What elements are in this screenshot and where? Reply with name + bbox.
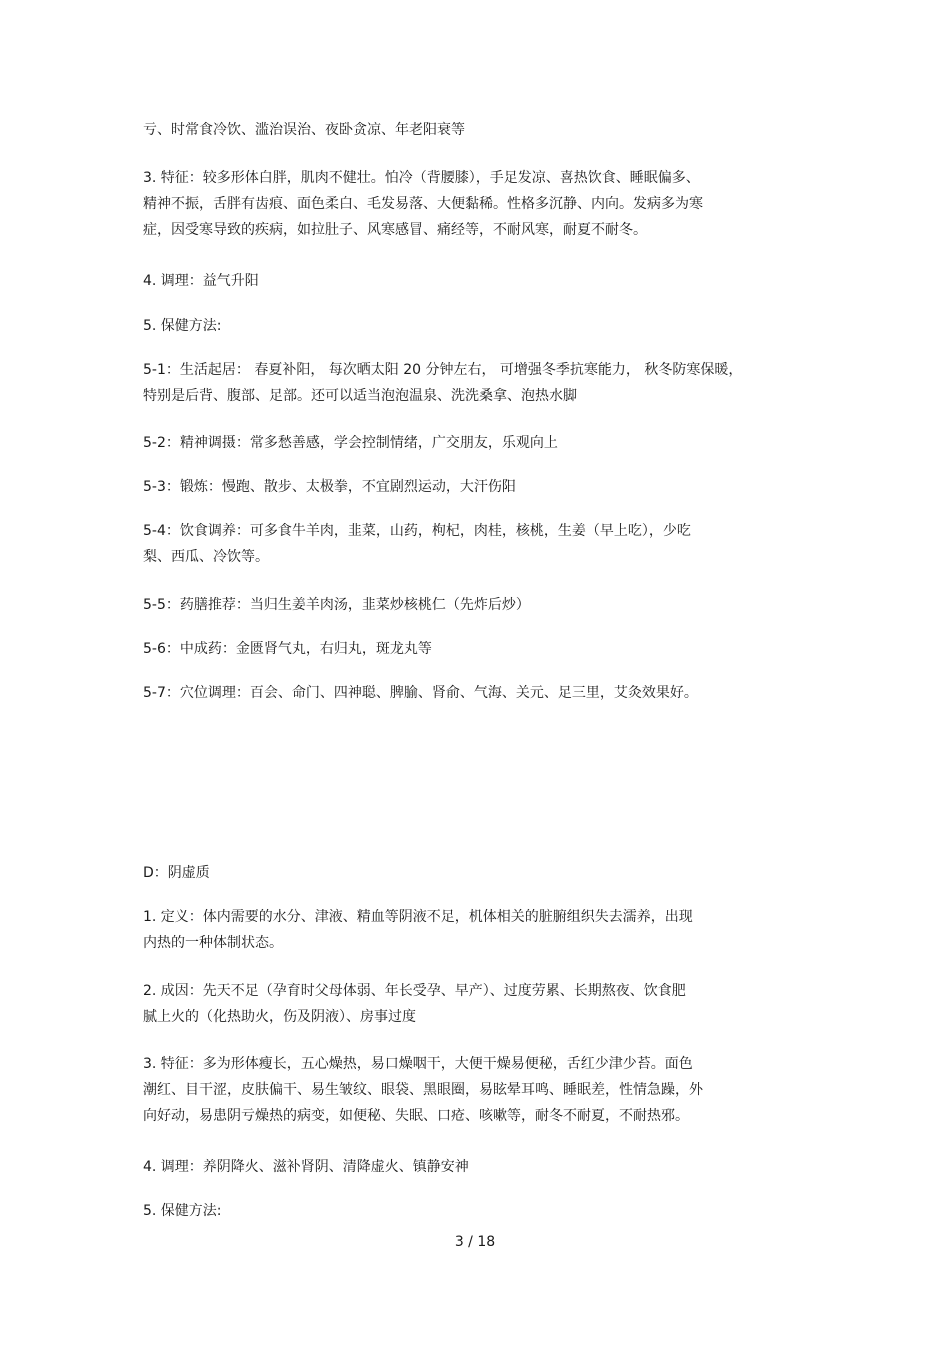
text-line: 5-4：饮食调养：可多食牛羊肉，韭菜，山药，枸杞，肉桂，核桃，生姜（早上吃），少吃 bbox=[143, 523, 691, 539]
text-line: 5. 保健方法: bbox=[143, 318, 222, 334]
text-line: 5-5：药膳推荐：当归生姜羊肉汤，韭菜炒核桃仁（先炸后炒） bbox=[143, 597, 530, 613]
care-heading bbox=[143, 313, 808, 339]
care-5-5-paragraph bbox=[143, 592, 808, 618]
text-line: 2. 成因：先天不足（孕育时父母体弱、年长受孕、早产）、过度劳累、长期熬夜、饮食肥 bbox=[143, 983, 686, 999]
care-5-4-paragraph bbox=[143, 518, 808, 570]
care-5-7-paragraph bbox=[143, 680, 808, 706]
cause-tail-paragraph bbox=[143, 117, 808, 143]
conditioning-paragraph bbox=[143, 268, 808, 294]
text-line: 亏、时常食冷饮、滥治误治、夜卧贪凉、年老阳衰等 bbox=[143, 122, 465, 138]
text-line: 3. 特征：多为形体瘦长，五心燥热，易口燥咽干，大便干燥易便秘，舌红少津少苔。面色 bbox=[143, 1056, 693, 1072]
text-line: 5. 保健方法: bbox=[143, 1203, 222, 1219]
text-line: 潮红、目干涩，皮肤偏干、易生皱纹、眼袋、黑眼圈，易眩晕耳鸣、睡眠差，性情急躁，外 bbox=[143, 1082, 703, 1098]
text-line: 特别是后背、腹部、足部。还可以适当泡泡温泉、洗洗桑拿、泡热水脚 bbox=[143, 388, 577, 404]
definition-paragraph bbox=[143, 904, 808, 956]
text-line: 5-1：生活起居： 春夏补阳， 每次晒太阳 20 分钟左右， 可增强冬季抗寒能力， 秋冬防寒保暖， bbox=[143, 362, 743, 378]
text-line: 5-2：精神调摄：常多愁善感，学会控制情绪，广交朋友，乐观向上 bbox=[143, 435, 558, 451]
section-d-title bbox=[143, 860, 808, 886]
section-d-conditioning-paragraph bbox=[143, 1154, 808, 1180]
cause-paragraph bbox=[143, 978, 808, 1030]
page-number: 3 / 18 bbox=[454, 1234, 496, 1250]
care-5-1-paragraph bbox=[143, 357, 808, 409]
text-line: 症，因受寒导致的疾病，如拉肚子、风寒感冒、痛经等，不耐风寒，耐夏不耐冬。 bbox=[143, 222, 647, 238]
text-line: 精神不振，舌胖有齿痕、面色柔白、毛发易落、大便黏稀。性格多沉静、内向。发病多为寒 bbox=[143, 196, 703, 212]
section-d-care-heading bbox=[143, 1198, 808, 1224]
text-line: 向好动，易患阴亏燥热的病变，如便秘、失眠、口疮、咳嗽等，耐冬不耐夏，不耐热邪。 bbox=[143, 1108, 689, 1124]
text-line: 内热的一种体制状态。 bbox=[143, 935, 283, 951]
text-line: 3. 特征：较多形体白胖，肌肉不健壮。怕冷（背腰膝），手足发凉、喜热饮食、睡眠偏多、 bbox=[143, 170, 700, 186]
text-line: 梨、西瓜、冷饮等。 bbox=[143, 549, 269, 565]
text-line: 5-7：穴位调理：百会、命门、四神聪、脾腧、肾俞、气海、关元、足三里，艾灸效果好。 bbox=[143, 685, 698, 701]
text-line: 5-3：锻炼：慢跑、散步、太极拳，不宜剧烈运动，大汗伤阳 bbox=[143, 479, 516, 495]
care-5-3-paragraph bbox=[143, 474, 808, 500]
text-line: 腻上火的（化热助火，伤及阴液）、房事过度 bbox=[143, 1009, 416, 1025]
text-line: 4. 调理：养阴降火、滋补肾阴、清降虚火、镇静安神 bbox=[143, 1159, 469, 1175]
section-d-features-paragraph bbox=[143, 1051, 808, 1129]
text-line: 5-6：中成药：金匮肾气丸，右归丸，斑龙丸等 bbox=[143, 641, 432, 657]
text-line: 4. 调理：益气升阳 bbox=[143, 273, 259, 289]
care-5-2-paragraph bbox=[143, 430, 808, 456]
text-line: D：阴虚质 bbox=[143, 865, 210, 881]
text-line: 1. 定义：体内需要的水分、津液、精血等阴液不足，机体相关的脏腑组织失去濡养，出现 bbox=[143, 909, 693, 925]
care-5-6-paragraph bbox=[143, 636, 808, 662]
features-paragraph bbox=[143, 165, 808, 243]
